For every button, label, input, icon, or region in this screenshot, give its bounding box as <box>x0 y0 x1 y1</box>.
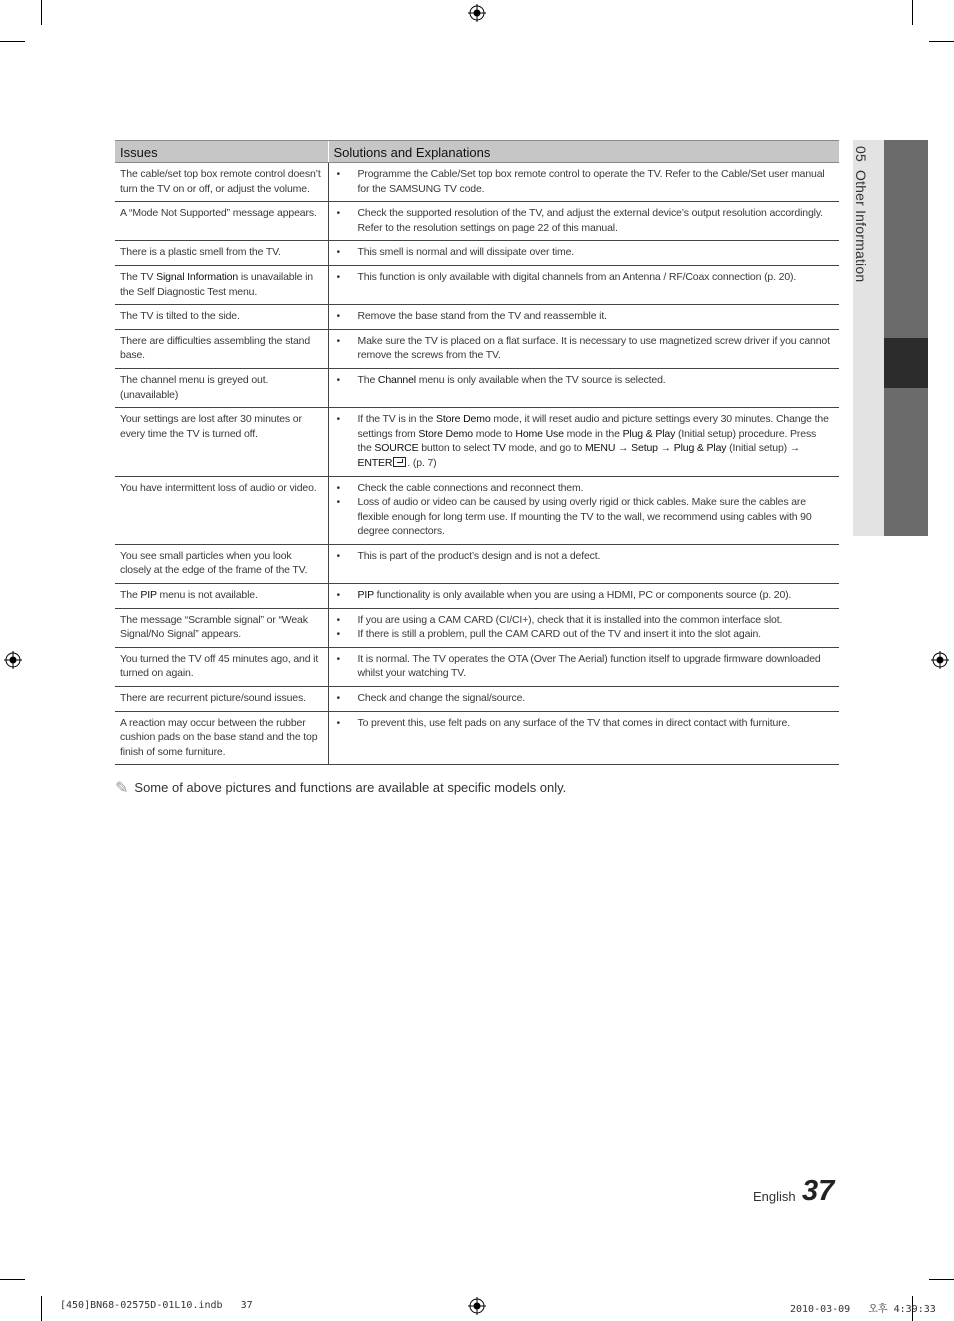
solution-bullet <box>337 309 834 324</box>
issue-cell <box>115 241 328 266</box>
print-slug-file: [450]BN68-02575D-01L10.indb 37 <box>60 1300 253 1311</box>
solution-cell <box>328 368 839 407</box>
crop-mark <box>0 1279 25 1280</box>
solution-cell <box>328 544 839 583</box>
crop-mark <box>929 41 954 42</box>
text-run: The TV <box>120 270 157 283</box>
chapter-tab-label <box>853 146 869 282</box>
bullet-icon: • <box>336 310 341 323</box>
solution-bullet <box>337 481 834 496</box>
issue-cell <box>115 408 328 476</box>
ui-keyword: MENU <box>584 442 616 455</box>
bullet-icon: • <box>336 246 341 259</box>
bullet-icon: • <box>336 628 341 641</box>
text-run: The cable/set top box remote control doesn’t turn the TV on or off, or adjust the volume. <box>120 168 321 195</box>
issue-cell <box>115 711 328 765</box>
text-run: This is part of the product’s design and is not a defect. <box>357 549 601 562</box>
table-row <box>115 687 839 712</box>
text-run: mode to <box>472 427 516 440</box>
footer-language: English <box>753 1189 796 1204</box>
solution-bullet <box>337 270 834 285</box>
text-run: (Initial setup) → <box>726 442 801 455</box>
table-row <box>115 265 839 304</box>
solution-bullet <box>337 588 834 603</box>
crop-mark <box>41 1296 42 1321</box>
bullet-icon: • <box>336 652 341 665</box>
issue-cell <box>115 584 328 609</box>
chapter-tab-marker <box>884 338 928 388</box>
ui-keyword: Signal Information <box>156 270 239 283</box>
bullet-icon: • <box>336 373 341 386</box>
table-row <box>115 711 839 765</box>
table-body <box>115 163 839 765</box>
text-run: If the TV is in the <box>357 413 437 426</box>
bullet-icon: • <box>336 481 341 494</box>
solution-cell <box>328 647 839 686</box>
text-run: Check and change the signal/source. <box>357 692 526 705</box>
text-run: Loss of audio or video can be caused by using overly rigid or thick cables. Make sure the cables are flexible enough for long term use. If mounting the TV to the wall, we recommend using cables with 90 degree connectors. <box>357 496 812 538</box>
text-run: You turned the TV off 45 minutes ago, and it turned on again. <box>120 652 319 680</box>
solution-bullet <box>337 334 834 363</box>
text-run: functionality is only available when you are using a HDMI, PC or components source (p. 20). <box>373 589 792 602</box>
text-run: There are difficulties assembling the stand base. <box>120 334 311 362</box>
text-run: button to select <box>418 442 493 455</box>
solution-cell <box>328 408 839 476</box>
solution-bullet <box>337 245 834 260</box>
solution-cell <box>328 202 839 241</box>
text-run: The <box>357 373 378 386</box>
text-run: You see small particles when you look closely at the edge of the frame of the TV. <box>120 549 308 577</box>
table-row <box>115 584 839 609</box>
issue-cell <box>115 544 328 583</box>
table-row <box>115 202 839 241</box>
solution-cell <box>328 265 839 304</box>
table-header-row <box>115 141 839 163</box>
troubleshooting-table <box>115 140 839 765</box>
registration-mark-icon <box>4 651 22 669</box>
text-run: mode in the <box>563 427 623 440</box>
issue-cell <box>115 265 328 304</box>
solution-cell <box>328 476 839 544</box>
table-row <box>115 476 839 544</box>
ui-keyword: Store Demo <box>418 427 473 440</box>
note-text: Some of above pictures and functions are available at specific models only. <box>134 780 567 795</box>
table-row <box>115 241 839 266</box>
text-run: The <box>120 589 141 602</box>
ui-keyword: SOURCE <box>374 442 419 455</box>
solution-bullet <box>337 373 834 388</box>
text-run: Your settings are lost after 30 minutes or every time the TV is turned off. <box>120 413 302 440</box>
bullet-icon: • <box>336 413 341 426</box>
text-run: mode, it will reset audio and picture settings every 30 minutes. Change the settings from <box>357 413 829 440</box>
text-run: This function is only available with digital channels from an Antenna / RF/Coax connection (p. 20). <box>357 270 797 283</box>
text-run: There is a plastic smell from the TV. <box>120 246 281 259</box>
issue-cell <box>115 329 328 368</box>
solution-cell <box>328 241 839 266</box>
solution-cell <box>328 687 839 712</box>
text-run: If there is still a problem, pull the CAM CARD out of the TV and insert it into the slot again. <box>357 628 761 641</box>
bullet-icon: • <box>336 589 341 602</box>
text-run: Check the cable connections and reconnect them. <box>357 481 584 494</box>
text-run: menu is only available when the TV source is selected. <box>416 373 666 386</box>
solution-bullet <box>337 206 834 235</box>
issue-cell <box>115 163 328 202</box>
table-row <box>115 408 839 476</box>
table-row <box>115 329 839 368</box>
models-note <box>115 778 566 798</box>
solution-bullet <box>337 495 834 539</box>
crop-mark <box>41 0 42 25</box>
solution-bullet <box>337 613 834 628</box>
chapter-title: Other Information <box>853 169 869 283</box>
issue-cell <box>115 687 328 712</box>
text-run: → <box>657 442 674 455</box>
solution-bullet <box>337 652 834 681</box>
bullet-icon: • <box>336 334 341 347</box>
page-number: 37 <box>802 1175 835 1207</box>
print-slug-date: 2010-03-09 오후 4:39:33 <box>790 1304 936 1315</box>
bullet-icon: • <box>336 692 341 705</box>
table-row <box>115 305 839 330</box>
solution-cell <box>328 163 839 202</box>
solution-bullet <box>337 716 834 731</box>
registration-mark-icon <box>468 4 486 22</box>
text-run: mode, and go to <box>505 442 585 455</box>
text-run: menu is not available. <box>156 589 258 602</box>
text-run: → <box>615 442 632 455</box>
crop-mark <box>912 0 913 25</box>
pencil-note-icon: ✎ <box>115 780 129 797</box>
bullet-icon: • <box>336 496 341 509</box>
issue-cell <box>115 647 328 686</box>
ui-keyword: TV <box>492 442 506 455</box>
column-header-solutions: Solutions and Explanations <box>328 141 839 163</box>
solution-cell <box>328 711 839 765</box>
bullet-icon: • <box>336 549 341 562</box>
solution-bullet <box>337 691 834 706</box>
text-run: A “Mode Not Supported” message appears. <box>120 207 317 220</box>
ui-keyword: ENTER <box>357 456 393 469</box>
text-run: is unavailable in the Self Diagnostic Test menu. <box>120 270 313 298</box>
bullet-icon: • <box>336 716 341 729</box>
solution-bullet <box>337 167 834 196</box>
text-run: A reaction may occur between the rubber cushion pads on the base stand and the top finish of some furniture. <box>120 716 318 758</box>
table-row <box>115 544 839 583</box>
ui-keyword: Setup <box>631 442 658 455</box>
text-run: (Initial setup) procedure. Press the <box>357 427 817 455</box>
ui-keyword: PIP <box>357 589 374 602</box>
text-run: You have intermittent loss of audio or video. <box>120 481 317 494</box>
ui-keyword: Plug & Play <box>622 427 676 440</box>
text-run: . (p. 7) <box>407 456 437 469</box>
solution-cell <box>328 608 839 647</box>
text-run: Make sure the TV is placed on a flat surface. It is necessary to use magnetized screw driver if you cannot remove the screws from the TV. <box>357 334 830 362</box>
solution-cell <box>328 305 839 330</box>
chapter-number: 05 <box>853 146 869 162</box>
solution-bullet <box>337 549 834 564</box>
crop-mark <box>929 1279 954 1280</box>
column-header-issues: Issues <box>115 141 328 163</box>
issue-cell <box>115 368 328 407</box>
solution-bullet <box>337 627 834 642</box>
table-row <box>115 647 839 686</box>
table-row <box>115 608 839 647</box>
bullet-icon: • <box>336 168 341 180</box>
text-run: It is normal. The TV operates the OTA (Over The Aerial) function itself to upgrade firmware downloaded whilst your watching TV. <box>357 652 821 680</box>
text-run: Programme the Cable/Set top box remote control to operate the TV. Refer to the Cable/Set user manual for the SAMSUNG TV code. <box>357 168 825 195</box>
table-row <box>115 368 839 407</box>
ui-keyword: Home Use <box>515 427 564 440</box>
text-run: Remove the base stand from the TV and reassemble it. <box>357 310 607 323</box>
ui-keyword: Channel <box>377 373 416 386</box>
text-run: If you are using a CAM CARD (CI/CI+), check that it is installed into the common interface slot. <box>357 613 783 626</box>
text-run: The TV is tilted to the side. <box>120 310 240 323</box>
text-run: The channel menu is greyed out. (unavailable) <box>120 373 269 401</box>
registration-mark-icon <box>468 1297 486 1315</box>
issue-cell <box>115 202 328 241</box>
enter-icon <box>393 457 406 467</box>
text-run: This smell is normal and will dissipate over time. <box>357 246 575 259</box>
text-run: Check the supported resolution of the TV, and adjust the external device’s output resolution accordingly. Refer to the resolution settings on page 22 of this manual. <box>357 207 823 234</box>
text-run: To prevent this, use felt pads on any surface of the TV that comes in direct contact with furniture. <box>357 716 790 729</box>
bullet-icon: • <box>336 613 341 626</box>
text-run: The message “Scramble signal” or “Weak Signal/No Signal” appears. <box>120 613 308 641</box>
crop-mark <box>0 41 25 42</box>
text-run: There are recurrent picture/sound issues. <box>120 692 306 705</box>
table-row <box>115 163 839 202</box>
solution-cell <box>328 329 839 368</box>
issue-cell <box>115 305 328 330</box>
ui-keyword: PIP <box>140 589 157 602</box>
solution-bullet <box>337 412 834 470</box>
bullet-icon: • <box>336 270 341 283</box>
ui-keyword: Plug & Play <box>673 442 727 455</box>
ui-keyword: Store Demo <box>436 413 491 426</box>
bullet-icon: • <box>336 207 341 220</box>
solution-cell <box>328 584 839 609</box>
registration-mark-icon <box>931 651 949 669</box>
issue-cell <box>115 608 328 647</box>
issue-cell <box>115 476 328 544</box>
